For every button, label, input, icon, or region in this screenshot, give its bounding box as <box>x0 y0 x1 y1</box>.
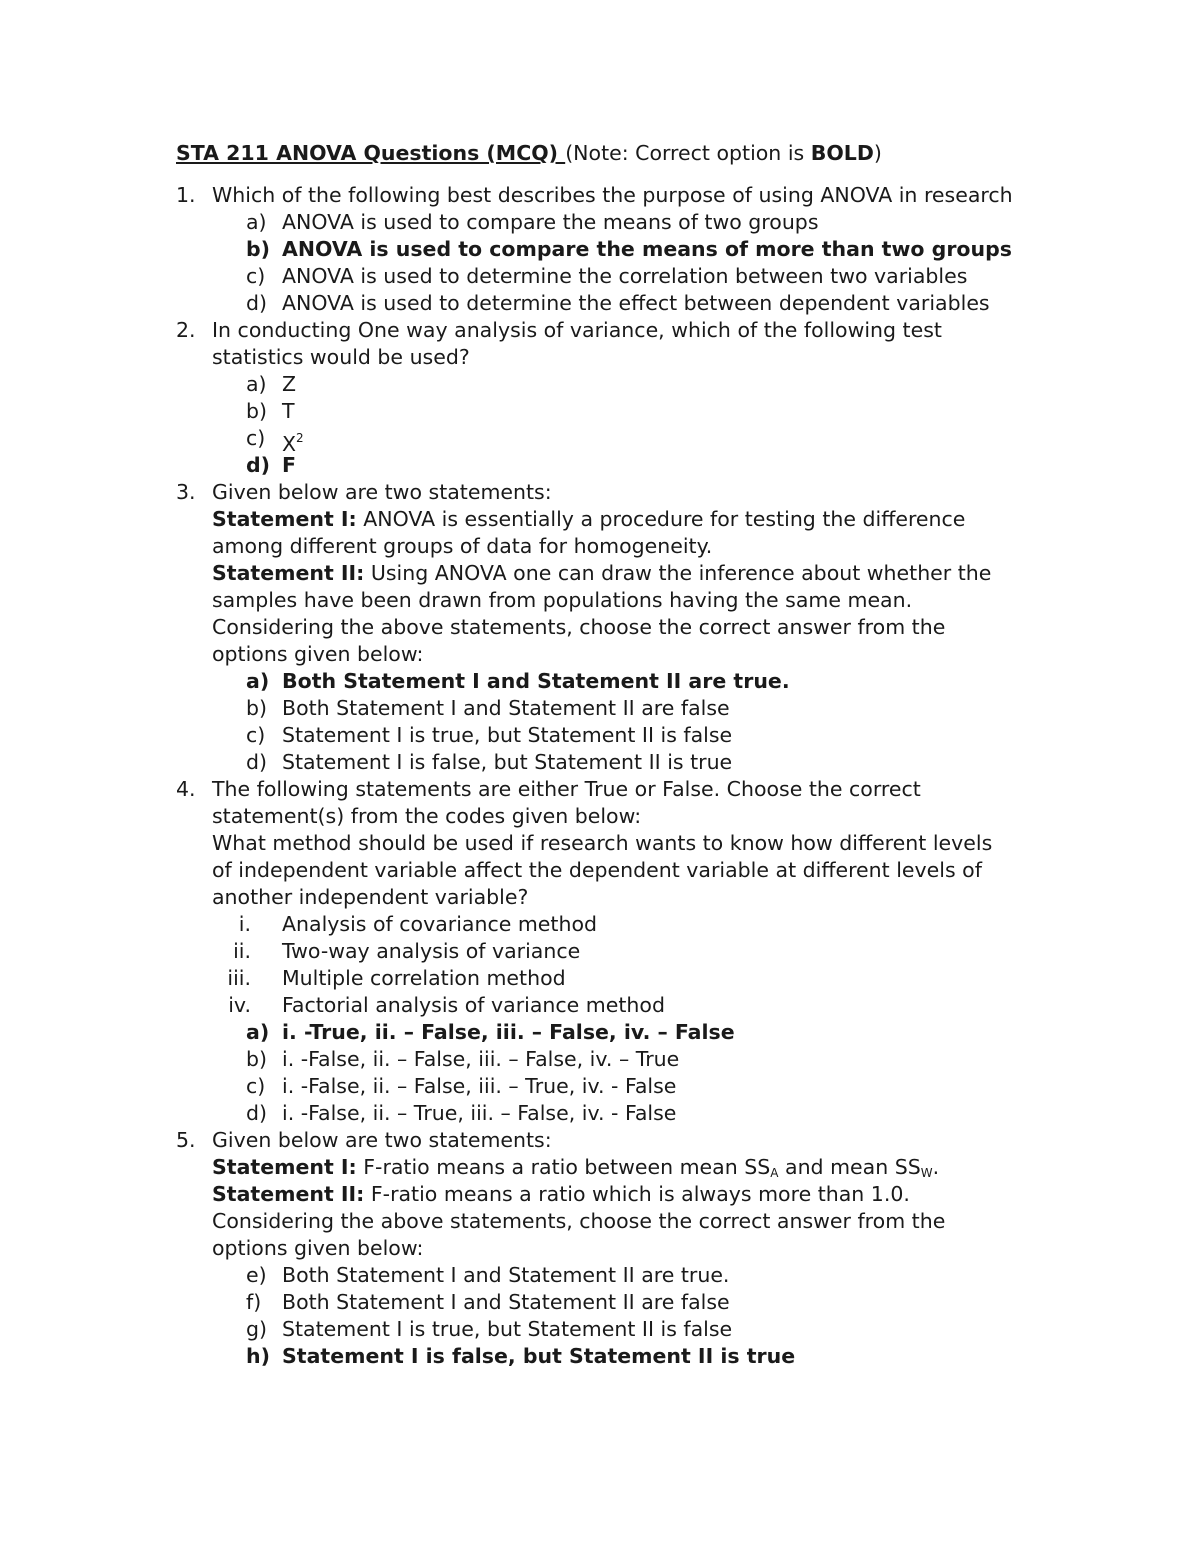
statement-1 <box>176 506 1076 533</box>
option-text: Statement I is true, but Statement II is false <box>282 1317 733 1341</box>
question-4 <box>176 776 1076 803</box>
question-text-continued: of independent variable affect the dependent variable at different levels of <box>212 858 982 882</box>
option-text: F <box>282 453 297 477</box>
statement-label: Statement II: <box>212 561 365 585</box>
option-label: a) <box>246 372 267 396</box>
roman-label: iii. <box>227 966 251 990</box>
option-1c <box>176 263 1076 290</box>
statement-text: . <box>932 1155 940 1179</box>
option-5f <box>176 1289 1076 1316</box>
option-label: b) <box>246 1047 268 1071</box>
roman-item-iv <box>176 992 1076 1019</box>
option-label: e) <box>246 1263 267 1287</box>
option-text: Z <box>282 372 297 396</box>
option-4b <box>176 1046 1076 1073</box>
option-label: c) <box>246 1074 266 1098</box>
option-3c <box>176 722 1076 749</box>
question-number: 1. <box>176 183 196 207</box>
option-label: c) <box>246 264 266 288</box>
instruction-text-continued: options given below: <box>212 642 424 666</box>
roman-item-ii <box>176 938 1076 965</box>
roman-item-i <box>176 911 1076 938</box>
option-3b <box>176 695 1076 722</box>
option-label: b) <box>246 399 268 423</box>
statement-text: F-ratio means a ratio which is always more than 1.0. <box>364 1182 910 1206</box>
question-text: The following statements are either True or False. Choose the correct <box>212 777 921 801</box>
option-4c <box>176 1073 1076 1100</box>
page-title: STA 211 ANOVA Questions (MCQ) <box>176 141 566 165</box>
option-text: Both Statement I and Statement II are true. <box>282 669 790 693</box>
question-text: Given below are two statements: <box>212 1128 552 1152</box>
superscript: 2 <box>296 431 304 445</box>
option-text: ANOVA is used to compare the means of two groups <box>282 210 819 234</box>
question-5 <box>176 1127 1076 1154</box>
statement-2 <box>176 560 1076 587</box>
option-4a-correct <box>176 1019 1076 1046</box>
option-label: d) <box>246 291 268 315</box>
option-text: Both Statement I and Statement II are false <box>282 1290 730 1314</box>
question-number: 2. <box>176 318 196 342</box>
option-label: a) <box>246 210 267 234</box>
option-3a-correct <box>176 668 1076 695</box>
option-label: d) <box>246 750 268 774</box>
option-label: h) <box>246 1344 270 1368</box>
option-text: T <box>282 399 295 423</box>
option-4d <box>176 1100 1076 1127</box>
option-label: b) <box>246 696 268 720</box>
roman-text: Multiple correlation method <box>282 966 566 990</box>
option-label: c) <box>246 426 266 450</box>
option-2b <box>176 398 1076 425</box>
roman-label: i. <box>238 912 251 936</box>
option-text: ANOVA is used to determine the correlation between two variables <box>282 264 968 288</box>
option-label: b) <box>246 237 271 261</box>
question-text-continued: statement(s) from the codes given below: <box>212 804 642 828</box>
option-text: ANOVA is used to determine the effect between dependent variables <box>282 291 990 315</box>
document-header <box>176 140 1076 167</box>
subscript: A <box>770 1166 779 1180</box>
option-text: i. -False, ii. – True, iii. – False, iv. - False <box>282 1101 677 1125</box>
note-suffix: ) <box>873 141 882 165</box>
option-1a <box>176 209 1076 236</box>
option-5e <box>176 1262 1076 1289</box>
question-1 <box>176 182 1076 209</box>
option-1d <box>176 290 1076 317</box>
statement-label: Statement I: <box>212 1155 357 1179</box>
roman-text: Factorial analysis of variance method <box>282 993 665 1017</box>
option-label: g) <box>246 1317 268 1341</box>
statement-label: Statement I: <box>212 507 357 531</box>
statement-text: ANOVA is essentially a procedure for testing the difference <box>356 507 966 531</box>
instruction-text: Considering the above statements, choose the correct answer from the <box>212 615 946 639</box>
option-label: d) <box>246 453 271 477</box>
statement-2-continued: samples have been drawn from populations having the same mean. <box>212 588 913 612</box>
statement-label: Statement II: <box>212 1182 365 1206</box>
question-text-continued: statistics would be used? <box>212 345 470 369</box>
option-label: d) <box>246 1101 268 1125</box>
question-text: Given below are two statements: <box>212 480 552 504</box>
option-text: ANOVA is used to compare the means of more than two groups <box>282 237 1012 261</box>
option-3d <box>176 749 1076 776</box>
question-number: 3. <box>176 480 196 504</box>
instruction-text-continued: options given below: <box>212 1236 424 1260</box>
roman-label: ii. <box>233 939 251 963</box>
note-bold: BOLD <box>810 141 874 165</box>
question-3 <box>176 479 1076 506</box>
instruction-text: Considering the above statements, choose the correct answer from the <box>212 1209 946 1233</box>
statement-text: and mean SS <box>778 1155 921 1179</box>
statement-1-continued: among different groups of data for homogeneity. <box>212 534 713 558</box>
option-2c <box>176 425 1076 456</box>
statement-text: F-ratio means a ratio between mean SS <box>356 1155 771 1179</box>
statement-text: Using ANOVA one can draw the inference about whether the <box>364 561 992 585</box>
question-text-continued: another independent variable? <box>212 885 529 909</box>
option-text: Both Statement I and Statement II are true. <box>282 1263 730 1287</box>
option-label: a) <box>246 669 270 693</box>
question-text-continued: What method should be used if research wants to know how different levels <box>212 831 993 855</box>
subscript: W <box>920 1166 933 1180</box>
question-text: In conducting One way analysis of variance, which of the following test <box>212 318 942 342</box>
question-number: 4. <box>176 777 196 801</box>
option-5g <box>176 1316 1076 1343</box>
option-1b-correct <box>176 236 1076 263</box>
option-label: a) <box>246 1020 270 1044</box>
document-page <box>176 140 1076 1370</box>
question-number: 5. <box>176 1128 196 1152</box>
question-text: Which of the following best describes the purpose of using ANOVA in research <box>212 183 1013 207</box>
option-text: i. -False, ii. – False, iii. – True, iv. - False <box>282 1074 677 1098</box>
statement-2 <box>176 1181 1076 1208</box>
roman-label: iv. <box>228 993 251 1017</box>
roman-item-iii <box>176 965 1076 992</box>
roman-text: Analysis of covariance method <box>282 912 598 936</box>
question-2 <box>176 317 1076 344</box>
option-2a <box>176 371 1076 398</box>
note-prefix: (Note: Correct option is <box>565 141 811 165</box>
option-text: Statement I is false, but Statement II is true <box>282 1344 796 1368</box>
option-2d-correct <box>176 452 1076 479</box>
option-5h-correct <box>176 1343 1076 1370</box>
roman-text: Two-way analysis of variance <box>282 939 581 963</box>
option-text: i. -False, ii. – False, iii. – False, iv. – True <box>282 1047 680 1071</box>
option-label: c) <box>246 723 266 747</box>
option-label: f) <box>246 1290 262 1314</box>
option-text: Statement I is true, but Statement II is false <box>282 723 733 747</box>
option-text: i. -True, ii. – False, iii. – False, iv. – False <box>282 1020 735 1044</box>
statement-1 <box>176 1154 1076 1181</box>
option-text: Statement I is false, but Statement II is true <box>282 750 733 774</box>
option-text: Both Statement I and Statement II are false <box>282 696 730 720</box>
option-base: X <box>282 432 297 456</box>
